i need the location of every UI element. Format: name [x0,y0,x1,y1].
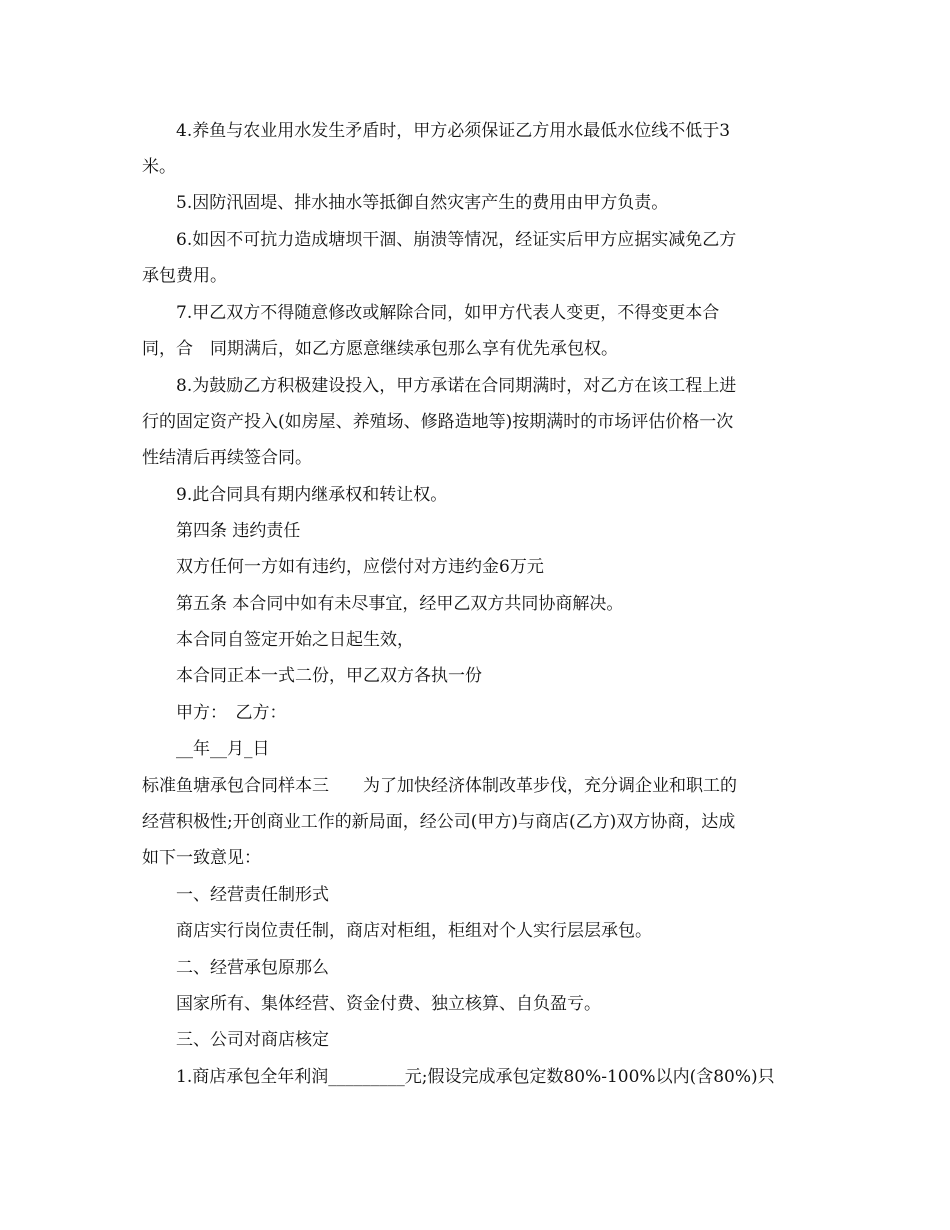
clause-5: 5.因防汛固堤、排水抽水等抵御自然灾害产生的费用由甲方负责。 [176,193,669,213]
clause-8-line-1: 8.为鼓励乙方积极建设投入，甲方承诺在合同期满时，对乙方在该工程上进 [176,376,737,396]
article-5: 第五条 本合同中如有未尽事宜，经甲乙双方共同协商解决。 [176,594,624,614]
clause-4-line-1: 4.养鱼与农业用水发生矛盾时，甲方必须保证乙方用水最低水位线不低于3 [176,121,731,141]
clause-4-line-2: 米。 [142,157,176,177]
sample-3-intro-line-3: 如下一致意见： [142,848,261,868]
section-2-heading: 二、经营承包原那么 [176,958,329,978]
clause-6-line-2: 承包费用。 [142,266,227,286]
section-3-item-1: 1.商店承包全年利润_________元;假设完成承包定数80%-100%以内(含80%)只 [176,1067,775,1087]
section-2-body: 国家所有、集体经营、资金付费、独立核算、自负盈亏。 [176,994,601,1014]
sample-3-intro-line-2: 经营积极性;开创商业工作的新局面，经公司(甲方)与商店(乙方)双方协商，达成 [142,812,736,832]
effective-date-clause: 本合同自签定开始之日起生效， [176,630,414,650]
copies-clause: 本合同正本一式二份，甲乙双方各执一份 [176,666,482,686]
clause-7-line-2: 同，合 同期满后，如乙方愿意继续承包那么享有优先承包权。 [142,339,618,359]
clause-6-line-1: 6.如因不可抗力造成塘坝干涸、崩溃等情况，经证实后甲方应据实减免乙方 [176,230,737,250]
clause-7-line-1: 7.甲乙双方不得随意修改或解除合同，如甲方代表人变更，不得变更本合 [176,303,720,323]
section-3-heading: 三、公司对商店核定 [176,1030,329,1050]
clause-8-line-2: 行的固定资产投入(如房屋、养殖场、修路造地等)按期满时的市场评估价格一次 [142,412,734,432]
breach-penalty: 双方任何一方如有违约，应偿付对方违约金6万元 [176,557,544,577]
article-4-heading: 第四条 违约责任 [176,521,301,541]
signature-parties: 甲方： 乙方： [176,703,287,723]
clause-9: 9.此合同具有期内继承权和转让权。 [176,485,448,505]
clause-8-line-3: 性结清后再续签合同。 [142,448,312,468]
section-1-body: 商店实行岗位责任制，商店对柜组，柜组对个人实行层层承包。 [176,921,652,941]
signature-date: __年__月_日 [176,739,270,759]
sample-3-intro-line-1: 标准鱼塘承包合同样本三 为了加快经济体制改革步伐，充分调企业和职工的 [142,776,737,796]
section-1-heading: 一、经营责任制形式 [176,885,329,905]
